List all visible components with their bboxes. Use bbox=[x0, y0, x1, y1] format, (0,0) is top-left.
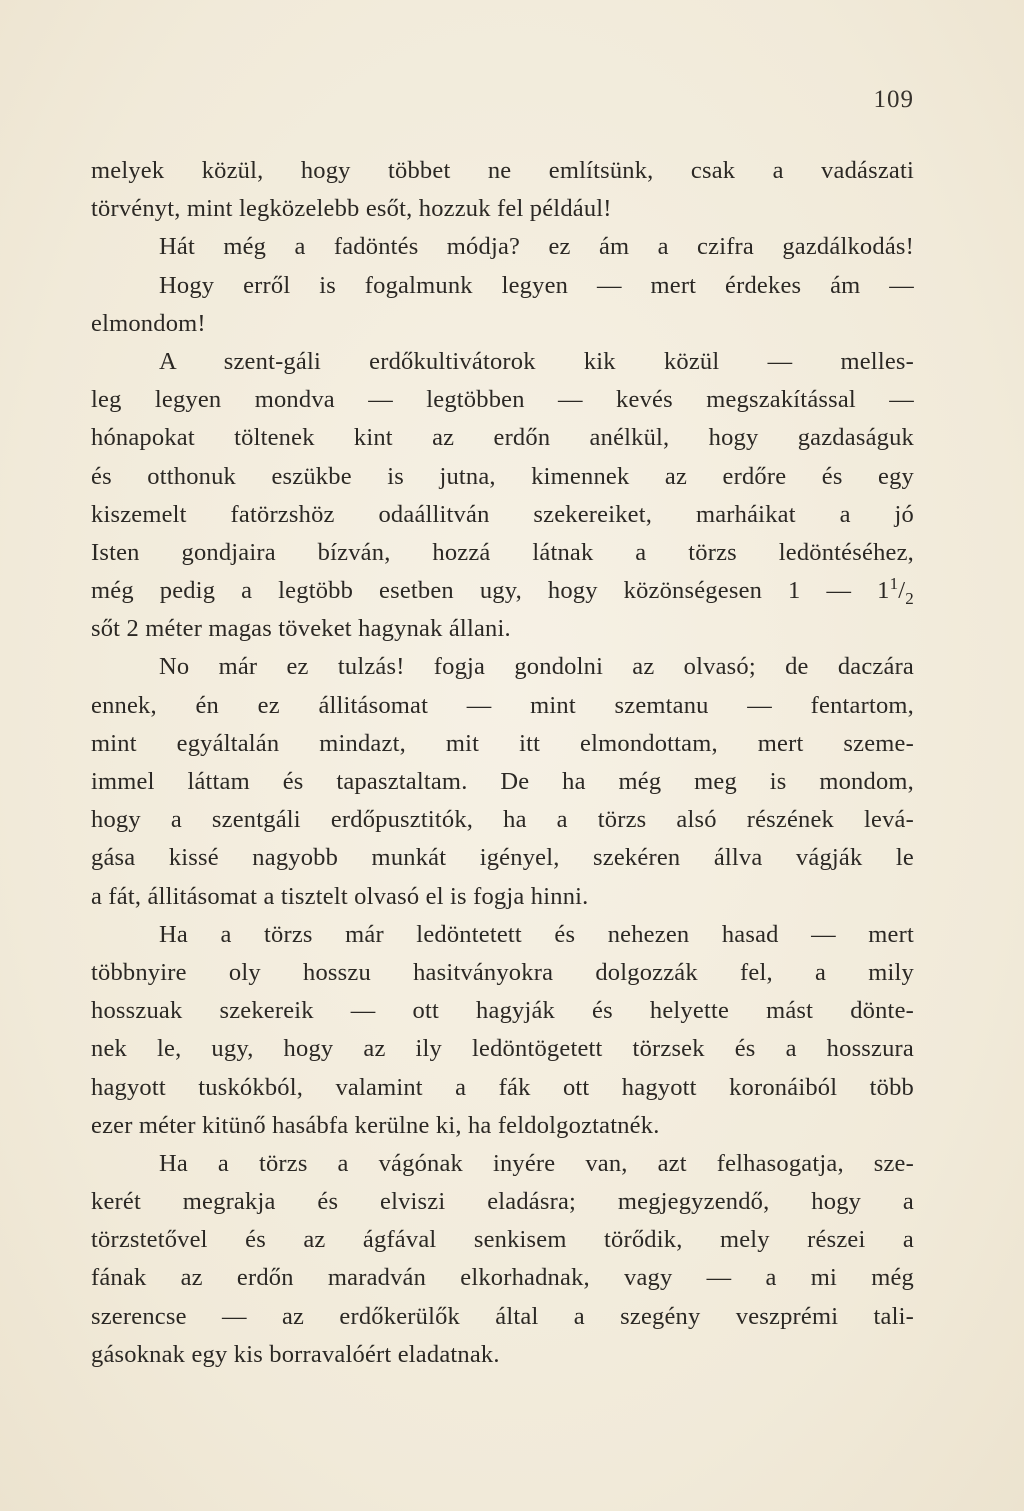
text-line-content: leg legyen mondva — legtöbben — kevés megszakítással — bbox=[91, 386, 914, 414]
text-line bbox=[91, 1183, 914, 1221]
text-line bbox=[91, 610, 914, 648]
text-line-content: Hogy erről is fogalmunk legyen — mert érdekes ám — bbox=[159, 271, 914, 299]
text-line bbox=[91, 916, 914, 954]
text-line-content: A szent-gáli erdőkultivátorok kik közül — melles- bbox=[159, 347, 914, 375]
text-line-content: gása kissé nagyobb munkát igényel, szekéren állva vágják le bbox=[91, 844, 914, 872]
text-line-content: szerencse — az erdőkerülők által a szegény veszprémi tali- bbox=[91, 1302, 914, 1330]
text-line-content: kiszemelt fatörzshöz odaállitván szekereiket, marháikat a jó bbox=[91, 500, 914, 528]
text-line-content: nek le, ugy, hogy az ily ledöntögetett törzsek és a hosszura bbox=[91, 1035, 914, 1063]
text-line bbox=[91, 839, 914, 877]
text-line-content: Ha a törzs a vágónak inyére van, azt felhasogatja, sze- bbox=[159, 1149, 914, 1177]
fraction-numerator: 1 bbox=[889, 573, 899, 593]
text-line bbox=[91, 687, 914, 725]
text-line bbox=[91, 458, 914, 496]
text-line bbox=[91, 305, 914, 343]
text-line bbox=[91, 1145, 914, 1183]
text-line bbox=[91, 725, 914, 763]
text-line-content: immel láttam és tapasztaltam. De ha még meg is mondom, bbox=[91, 768, 914, 795]
text-line bbox=[91, 954, 914, 992]
text-line-content: gásoknak egy kis borravalóért eladatnak. bbox=[91, 1340, 500, 1368]
text-line bbox=[91, 419, 914, 457]
text-line bbox=[91, 1107, 914, 1145]
text-line bbox=[91, 1259, 914, 1297]
text-line bbox=[91, 228, 914, 266]
text-line-content: elmondom! bbox=[91, 309, 206, 337]
text-line-content: kerét megrakja és elviszi eladásra; megjegyzendő, hogy a bbox=[91, 1188, 914, 1216]
text-line bbox=[91, 534, 914, 572]
text-line-content: és otthonuk eszükbe is jutna, kimennek az erdőre és egy bbox=[91, 462, 914, 490]
page-number: 109 bbox=[873, 86, 914, 113]
fraction-denominator: 2 bbox=[905, 588, 914, 608]
text-line-content: hosszuak szekereik — ott hagyják és helyette mást dönte- bbox=[91, 997, 914, 1025]
text-line bbox=[91, 648, 914, 686]
text-line-content: törzstetővel és az ágfával senkisem törődik, mely részei a bbox=[91, 1226, 914, 1254]
text-line-content: fának az erdőn maradván elkorhadnak, vagy — a mi még bbox=[91, 1264, 914, 1292]
text-line-content: törvényt, mint legközelebb esőt, hozzuk fel például! bbox=[91, 195, 612, 223]
text-line-content: hogy a szentgáli erdőpusztitók, ha a törzs alsó részének levá- bbox=[91, 806, 914, 834]
text-line bbox=[91, 190, 914, 228]
text-line-content: a fát, állitásomat a tisztelt olvasó el is fogja hinni. bbox=[91, 882, 589, 910]
text-line bbox=[91, 878, 914, 916]
text-line-content: ezer méter kitünő hasábfa kerülne ki, ha feldolgoztatnék. bbox=[91, 1111, 660, 1139]
text-line-content: még pedig a legtöbb esetben ugy, hogy közönségesen 1 — 1 bbox=[91, 577, 890, 605]
text-line bbox=[91, 1069, 914, 1107]
text-line bbox=[91, 152, 914, 190]
text-line-content: sőt 2 méter magas töveket hagynak állani. bbox=[91, 615, 511, 643]
text-line bbox=[91, 572, 914, 610]
text-line-content: No már ez tulzás! fogja gondolni az olvasó; de daczára bbox=[159, 653, 914, 681]
text-line bbox=[91, 381, 914, 419]
text-line-content: Ha a törzs már ledöntetett és nehezen hasad — mert bbox=[159, 920, 914, 948]
text-line bbox=[91, 763, 914, 801]
text-line bbox=[91, 267, 914, 305]
text-line-content: Hát még a fadöntés módja? ez ám a czifra gazdálkodás! bbox=[159, 233, 914, 261]
text-line bbox=[91, 801, 914, 839]
fraction-slash: / bbox=[898, 577, 906, 605]
text-line-content: ennek, én ez állitásomat — mint szemtanu — fentartom, bbox=[91, 691, 914, 719]
text-line bbox=[91, 496, 914, 534]
text-line bbox=[91, 343, 914, 381]
text-line-content: mint egyáltalán mindazt, mit itt elmondottam, mert szeme- bbox=[91, 729, 914, 757]
text-line-content: többnyire oly hosszu hasitványokra dolgozzák fel, a mily bbox=[91, 958, 914, 986]
text-line bbox=[91, 1298, 914, 1336]
body-text bbox=[91, 152, 914, 1374]
text-line-content: melyek közül, hogy többet ne említsünk, csak a vadászati bbox=[91, 157, 914, 184]
text-line bbox=[91, 1030, 914, 1068]
text-line-content: hónapokat töltenek kint az erdőn anélkül, hogy gazdaságuk bbox=[91, 424, 914, 452]
text-line-content: Isten gondjaira bízván, hozzá látnak a törzs ledöntéséhez, bbox=[91, 538, 914, 566]
text-line bbox=[91, 1336, 914, 1374]
text-line-content: hagyott tuskókból, valamint a fák ott hagyott koronáiból több bbox=[91, 1073, 914, 1101]
text-line bbox=[91, 1221, 914, 1259]
text-line bbox=[91, 992, 914, 1030]
